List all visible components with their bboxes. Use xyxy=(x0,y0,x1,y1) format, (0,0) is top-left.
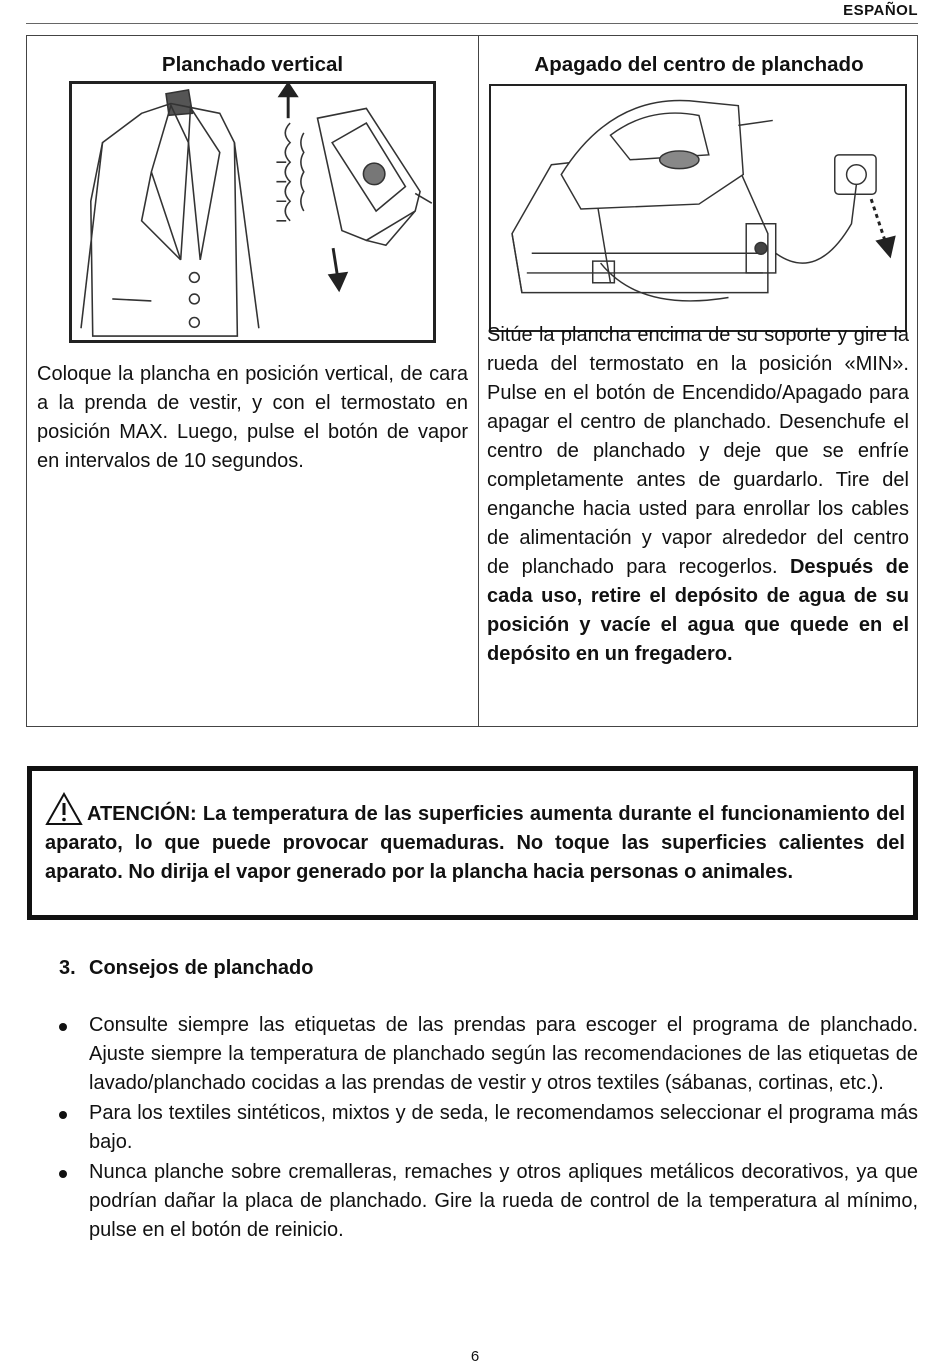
warning-box xyxy=(27,766,918,920)
header-rule xyxy=(26,23,918,24)
bullet-icon xyxy=(59,1023,67,1031)
section-heading xyxy=(59,957,313,980)
station-unplug-illustration xyxy=(489,84,907,332)
page-number: 6 xyxy=(470,1348,480,1365)
shutdown-text xyxy=(487,321,909,669)
shutdown-tank-note: Después de cada uso, retire el depósito de agua de su posición y vacíe el agua que quede en el depósito en un fregadero. xyxy=(487,556,909,665)
shutdown-instructions: Sitúe la plancha encima de su soporte y gire la rueda del termostato en la posición «MIN». Pulse en el botón de Encendido/Apagado para apagar el centro de planchado. Desenchufe el centro de planchado y deje que se enfríe completamente antes de guardarlo. Tire del enganche hacia usted para enrollar los cables de alimentación y vapor alrededor del centro de planchado para recogerlos. xyxy=(487,324,909,578)
language-label: ESPAÑOL xyxy=(843,2,918,19)
bullet-icon xyxy=(59,1170,67,1178)
shutdown-title: Apagado del centro de planchado xyxy=(534,53,864,76)
warning-text-block xyxy=(45,792,905,887)
list-item: Consulte siempre las etiquetas de las prendas para escoger el programa de planchado. Ajuste siempre la temperatura de planchado según las recomendaciones de las etiquetas de lavado/planchado cocidas a las prendas de vestir y otros textiles (sábanas, cortinas, etc.). xyxy=(56,1011,918,1098)
list-item: Para los textiles sintéticos, mixtos y de seda, le recomendamos seleccionar el programa más bajo. xyxy=(56,1099,918,1157)
vertical-ironing-illustration xyxy=(69,81,436,343)
column-divider xyxy=(478,36,479,726)
warning-text: ATENCIÓN: La temperatura de las superficies aumenta durante el funcionamiento del aparato, lo que puede provocar quemaduras. No toque las superficies calientes del aparato. No dirija el vapor generado por la plancha hacia personas o animales. xyxy=(45,803,905,883)
vertical-ironing-text: Coloque la plancha en posición vertical, de cara a la prenda de vestir, y con el termostato en posición MAX. Luego, pulse el botón de vapor en intervalos de 10 segundos. xyxy=(37,363,468,472)
section-number: 3. xyxy=(59,957,76,979)
vertical-ironing-title: Planchado vertical xyxy=(161,53,344,76)
ironing-tips-list xyxy=(56,1011,918,1246)
section-title: Consejos de planchado xyxy=(89,957,314,979)
bullet-icon xyxy=(59,1111,67,1119)
warning-triangle-icon xyxy=(45,792,83,826)
instructions-table xyxy=(26,35,918,727)
list-item: Nunca planche sobre cremalleras, remaches y otros apliques metálicos decorativos, ya que podrían dañar la placa de planchado. Gire la rueda de control de la temperatura al mínimo, pulse en el botón de reinicio. xyxy=(56,1158,918,1245)
